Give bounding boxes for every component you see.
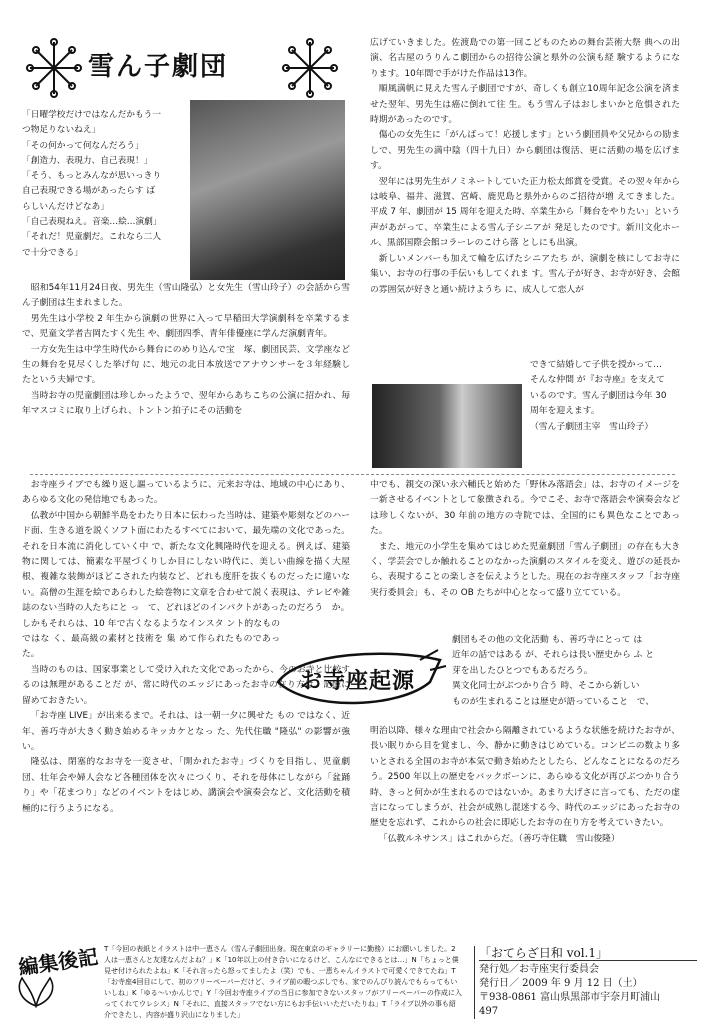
publication-title: 「おてらざ日和 vol.1」: [479, 946, 697, 961]
publication-info: [474, 946, 697, 1019]
publish-date: 発行日／ 2009 年 9 月 12 日（土）: [479, 978, 643, 989]
right-article-bottom: [370, 478, 680, 601]
text-line: そんな仲間 が『お寺座』を支えて: [530, 375, 665, 386]
publisher: 発行処／お寺座実行委員会: [479, 964, 599, 975]
snowflake-left-icon: [27, 39, 81, 97]
right-side-text: [530, 358, 682, 435]
paragraph: 順風満帆に見えた雪ん子劇団ですが、奇しくも創立10周年記念公演を済ませた翌年、男先生は癌に倒れて往 生。もう雪ん子はおしまいかと危惧された時期があったのです。: [370, 84, 680, 126]
quote-line: 「自己表現ねえ。音楽…絵…演劇」: [22, 217, 162, 228]
quote-line: 「それだ！児童劇だ。これなら二人: [22, 232, 161, 243]
paragraph: 昭和54年11月24日夜、男先生（雪山隆弘）と女先生（雪山玲子）の会話から雪ん子劇団は生まれました。: [22, 283, 350, 309]
paragraph: 男先生は小学校 2 年生から演劇の世界に入って早稲田大学演劇科を卒業するまで、児童文学者吉岡たすく先生 や、劇団四季、青年俳優座に学んだ演劇青年。: [22, 313, 350, 340]
notes-body: T「今回の表紙とイラストは中一恵さん（雪ん子劇団出身。現在東京のギャラリーに勤務）にお願いしました。2人は一恵さんと友達なんだよね？」K「10年以上の付き合いになるけど、こんなにできるとは…」N「ちょっと僕見せ付けられたよね」K「それ言ったら怒ってましたよ（笑）でも、一恵ちゃんイラストで可愛くできてたね」T「お寺座4回目にして、初のフリーペーパーだけど、ライブ前の暇つぶしでも、家でのんびり読んでもらってもいいしね」K「ゆる〜いかんじで」Y「今回お寺座ライブの当日に参加できないスタッフがフリーペーパーの作成に入ってくれてウレシス」N「それに、直接スタッフでない方にもお手伝いいただいたりね」T「ライブ以外の事も紹介できたし、内容が盛り沢山になりました」: [104, 945, 462, 1019]
left-article-top: [22, 281, 350, 420]
paragraph: また、地元の小学生を集めてはじめた児童劇団「雪ん子劇団」の存在も大きく、学芸会でしか触れることのなかった演劇のスタイルを変え、遊びの延長から、表現することの楽しさを伝えようとした。現在のお寺座スタッフ「お寺座実行委員会」も、その OB たちが中心となって盛り立てている。: [370, 541, 680, 598]
stage-photo: [372, 384, 522, 468]
quote-line: 「日曜学校だけではなんだかもう一: [22, 110, 161, 120]
paragraph: 新しいメンバーも加えて輪を広げたシニアたち が、演劇を核にしてお寺に集い、お寺の行事の手伝いもしてくれま す。雪ん子が好き、お寺が好き、会館の雰囲気が好きと通い続けようち に、成人して恋人が: [370, 253, 680, 295]
paragraph: 一方女先生は中学生時代から舞台にのめり込んで宝 塚、劇団民芸、文学座など生の舞台を見尽くした挙げ句 に、地元の北日本放送でアナウンサーを３年経験したという夫婦です。: [22, 344, 350, 386]
section-divider: [30, 474, 675, 475]
text-line: いるのです。雪ん子劇団は今年 30: [530, 390, 667, 401]
quote-line: 「そう、もっとみんなが思いっきり: [22, 171, 161, 182]
paragraph: 広げていきました。佐渡島での第一回こどものための舞台芸術大祭 典への出演、名古屋のうりんこ劇団からの招待公演と県外の公演も経 験するようになります。10年間で手がけた作品は13作。: [370, 38, 680, 79]
text-line: 異文化同士がぶつかり合う 時、そこから新しい: [452, 681, 640, 692]
quote-line: で十分できる」: [22, 247, 83, 258]
paragraph: 隆弘は、閉塞的なお寺を一変させ、「開かれたお寺」づくりを目指し、児童劇団、壮年会や婦人会など各種団体を次々につくり、それを母体にしながら「盆踊り」や「花まつり」などのイベントをはじめ、講演会や演奏会など、文化活動を積極的に行うようになる。: [22, 757, 350, 814]
paragraph: 当時お寺の児童劇団は珍しかったようで、翌年からあちこちの公演に招かれ、毎年マスコミに取り上げられ、トントン拍子にその活動を: [22, 390, 350, 417]
address-number: 497: [479, 1006, 499, 1017]
quote-line: つ物足りないねえ」: [22, 125, 101, 136]
snowflake-right-icon: [283, 39, 337, 97]
group-photo: [190, 100, 345, 280]
quote-line: 自己表現できる場があったらす ば: [22, 186, 155, 197]
paragraph: 当時のものは、国家事業として受け入れた文化であったから、今のお寺と比較するのは無理があることだ が、常に時代のエッジにあったお寺の在り方は、記憶に留めておきたい。: [22, 664, 350, 706]
text-line: 劇団もその他の文化活動 も、善巧寺にとって は: [452, 635, 643, 645]
text-line: ものが生まれることは歴史が語っていること で、: [452, 696, 655, 707]
right-article-top: [370, 36, 680, 298]
notes-heading: 編集後記: [16, 944, 100, 980]
quote-block: [22, 108, 192, 261]
signature: （雪ん子劇団主宰 雪山玲子）: [530, 421, 654, 432]
text-line: 周年を迎えます。: [530, 406, 600, 417]
leaf-icon: [14, 974, 58, 1008]
text-line: 近年の話ではある が、それらは長い歴史から ふ と: [452, 650, 654, 661]
right-side-lines: [452, 633, 680, 710]
paragraph: 「お寺座 LIVE」が出来るまで。それは、は一朝一夕に興せた もの ではなく、近年、善巧寺が大きく動き始めるキッカケとなっ た、先代住職 "隆弘" の影響が強い。: [22, 711, 350, 752]
signature: 「仏教ルネサンス」はこれからだ。（善巧寺住職 雪山俊隆）: [378, 833, 620, 844]
paragraph: 傷心の女先生に「がんばって！応援します」という劇団員や父兄からの励ましで、男先生の満中陰（四十九日）から劇団は復活、更に活動の場を広げます。: [370, 130, 680, 172]
paragraph: しかもそれらは、10 年で古くなるようなインスタ ント的なものではな く、最高級の素材と技術を 集 めて作られたものであった。: [22, 618, 280, 660]
quote-line: らしいんだけどなあ」: [22, 201, 109, 212]
quote-line: 「その何かって何なんだろう」: [22, 140, 144, 151]
paragraph: 翌年には男先生がノミネートしていた正力松太郎賞を受賞。その翌々年からは岐阜、福井、滋賀、宮崎、鹿児島と県外からのご招待が増 えてきました。平成 7 年、劇団が 15 周年を迎えた時、卒業生から「舞台をやりたい」という声があがって、卒業生による雪ん子シニアが 発足したのです。新川文化ホール、黒部国際会館コラーレのこけら落 としにも出演。: [370, 176, 680, 249]
paragraph: 中でも、親交の深い永六輔氏と始めた「野休み落語会」は、お寺のイメージを一新させるイベントとして象徴される。今でこそ、お寺で落語会や演奏会などは珍しくないが、30 年前の地方の寺院では、全国的にも異色なことであった。: [370, 480, 680, 537]
paragraph: お寺座ライブでも繰り返し謳っているように、元来お寺は、地域の中心にあり、あらゆる文化の発信地でもあった。: [22, 480, 350, 506]
text-line: できて結婚して子供を授かって…: [530, 360, 662, 370]
odera-kigen-text: お寺座起源: [300, 668, 416, 694]
address: 〒938-0861 富山県黒部市宇奈月町浦山: [479, 992, 661, 1003]
quote-line: 「創造力、表現力、自己表現！」: [22, 155, 153, 166]
page-title: 雪ん子劇団: [88, 52, 229, 82]
paragraph: 明治以降、様々な理由で社会から隔離されているような状態を続けたお寺が、長い眠りから目を覚まし、今、静かに動きはじめている。コンビニの数より多いとされる全国のお寺が本気で動き始めたとしたら、どんなことになるのだろう。2500 年以上の歴史をバックボーンに、あらゆる文化が再びぶつかり合う時、きっと何かが生まれるのではないか。あまり大げさに言っても、ただの虚言になってしまうが、社会が成熟し混迷する今、時代のエッジにあったお寺の歴史を忘れず、これからの社会に即応したお寺の在り方を考えていきたい。: [370, 726, 680, 829]
right-article-end: [370, 724, 680, 847]
text-line: 芽を出したひとつでもあるだろう。: [452, 665, 593, 676]
paragraph: 仏教が中国から朝鮮半島をわたり日本に伝わった当時は、建築や彫刻などのハード面、生きる道を説くソフト面にわたるすべてにおいて、最先端の文化であった。それを日本流に消化していく中 で、新たな文化興隆時代を迎える。例えば、建築物に関しては、簡素な平屋づくりしか目にしない時代に、美しい曲線を描く大屋根、複雑な装飾がほどこされた内装など、どれも度肝を抜くものだったに違いない。高僧の生涯を絵であらわした絵巻物に文章を合わせて説く表現は、テレビや雑誌のない当時の人たちにと っ て、どれほどのインパクトがあったのだろう か。: [22, 510, 350, 614]
